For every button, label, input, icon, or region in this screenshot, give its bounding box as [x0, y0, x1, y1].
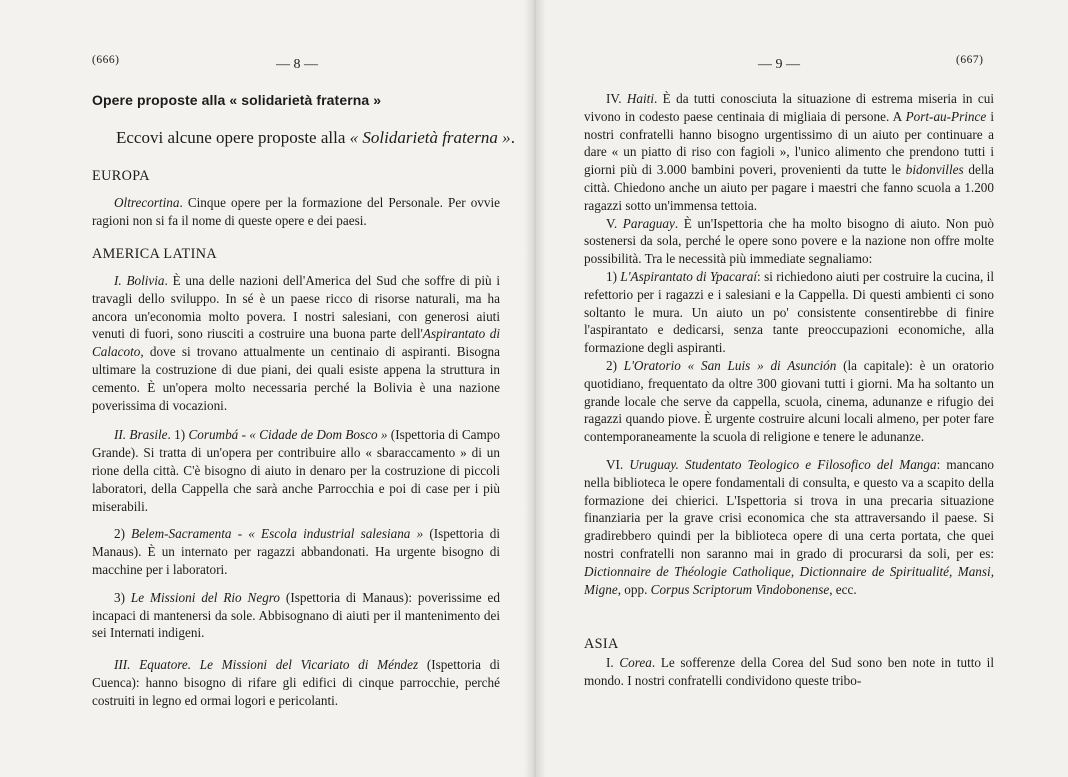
right-page-number: (667) [956, 54, 984, 66]
paragraph-belem: 2) Belem-Sacramenta - « Escola industrial salesiana » (Ispettoria di Manaus). È un internato per ragazzi abbandonati. Ha urgente bisogno di macchine per i laboratori. [92, 526, 500, 577]
america-text [92, 272, 500, 710]
europa-text [92, 194, 500, 230]
section-heading-asia: ASIA [584, 636, 619, 652]
right-folio: — 9 — [758, 57, 800, 72]
paragraph-asuncion: 2) L'Oratorio « San Luis » di Asunción (la capitale): è un oratorio quotidiano, frequentato da oltre 300 giovani tutti i giorni. Ma ha soltanto un grande locale che serve da cappella, scuola, cinema, adunanze e rifugio dei ragazzi quando piove. È urgente costruire alcuni locali almeno, per poter fare contemporaneamente la scuola di religione e tenere le adunanze. [584, 357, 994, 445]
page-title: Opere proposte alla « solidarietà fraterna » [92, 92, 382, 108]
paragraph-ypacarai: 1) L'Aspirantato di Ypacaraí: si richiedono aiuti per costruire la cucina, il refettorio per i ragazzi e i salesiani e la Cappella. Di questi ambienti ci sono soltanto le mura. Un aiuto un po' consistente consentirebbe di finire l'aspirantato e dedicarsi, senza tante preoccupazioni economiche, alla formazione degli aspiranti. [584, 268, 995, 356]
section-heading-america-latina: AMERICA LATINA [92, 246, 218, 262]
left-folio: — 8 — [276, 57, 318, 72]
paragraph-haiti: IV. Haiti. È da tutti conosciuta la situazione di estrema miseria in cui vivono in codesto paese centinaia di migliaia di persone. A Port-au-Prince i nostri confratelli hanno bisogno urgentissimo di un aiuto per continuare a dare « un piatto di riso con fagioli », l'unico alimento che prendono tutti i giorni più di 3.000 bambini poveri, provenienti da tutte le bidonvilles della città. Chiedono anche un aiuto per pagare i maestri che fanno scuola a 1.200 ragazzi sotto un'immensa tettoia. [584, 91, 994, 213]
book-gutter [524, 0, 546, 777]
paragraph-oltrecortina: Oltrecortina. Cinque opere per la formazione del Personale. Per ovvie ragioni non si fa il nome di queste opere e dei paesi. [92, 195, 500, 228]
paragraph-paraguay: V. Paraguay. È un'Ispettoria che ha molto bisogno di aiuto. Non può sostenersi da sola, perché le opere sono povere e la nazione non offre molte possibilità. Tra le necessità più immediate segnaliamo: [584, 215, 994, 267]
asia-text [584, 654, 994, 690]
paragraph-uruguay: VI. Uruguay. Studentato Teologico e Filosofico del Manga: mancano nella biblioteca le opere fondamentali di consulta, e questo va a scapito della formazione dei chierici. L'Ispettoria si trova in una precaria situazione finanziaria per la grave crisi economica che sta attraversando il paese. Si gradirebbero quindi per la biblioteca opere di una certa portata, che quei nostri confratelli non saranno mai in grado di procurarsi da soli, per es: Dictionnaire de Théologie Catholique, Dictionnaire de Spiritualité, Mansi, Migne, opp. Corpus Scriptorum Vindobonense, ecc. [584, 456, 995, 597]
intro-line: Eccovi alcune opere proposte alla « Solidarietà fraterna ». [116, 128, 515, 147]
paragraph-corea: I. Corea. Le sofferenze della Corea del Sud sono ben note in tutto il mondo. I nostri confratelli condividono queste tribo- [584, 655, 994, 688]
paragraph-equatore: III. Equatore. Le Missioni del Vicariato di Méndez (Ispettoria di Cuenca): hanno bisogno di rifare gli edifici di cinque parrocchie, perché costruiti in legno ed ormai logori e pericolanti. [92, 657, 501, 708]
right-text [584, 90, 994, 598]
left-page-number: (666) [92, 54, 120, 66]
section-heading-europa: EUROPA [92, 168, 150, 184]
paragraph-rio-negro: 3) Le Missioni del Rio Negro (Ispettoria di Manaus): poverissime ed incapaci di mantenersi da sole. Abbisognano di aiuti per il mantenimento dei sei Internati indigeni. [92, 589, 500, 641]
paragraph-bolivia: I. Bolivia. È una delle nazioni dell'America del Sud che soffre di più i travagli dello sviluppo. In sé è un paese ricco di risorse naturali, ma ha ancora un'economia molto povera. I nostri salesiani, con generosi aiuti venuti di fuori, sono riusciti a costruire una buona parte dell'Aspirantato di Calacoto, dove si trovano attualmente un centinaio di aspiranti. Bisogna ultimare la costruzione di due piani, dei quali esiste appena la struttura in cemento. È un'opera molto necessaria perché la Bolivia è una nazione poverissima di vocazioni. [92, 273, 500, 413]
right-page [534, 0, 1068, 777]
paragraph-brasile: II. Brasile. 1) Corumbá - « Cidade de Dom Bosco » (Ispettoria di Campo Grande). Si tratta di un'opera per contribuire allo « sbaraccamento » di un rione della città. C'è bisogno di aiuto in denaro per la costruzione di piccoli laboratori, della Cappella che sarà anche Parrocchia e poi di case per i più miserabili. [92, 427, 500, 514]
